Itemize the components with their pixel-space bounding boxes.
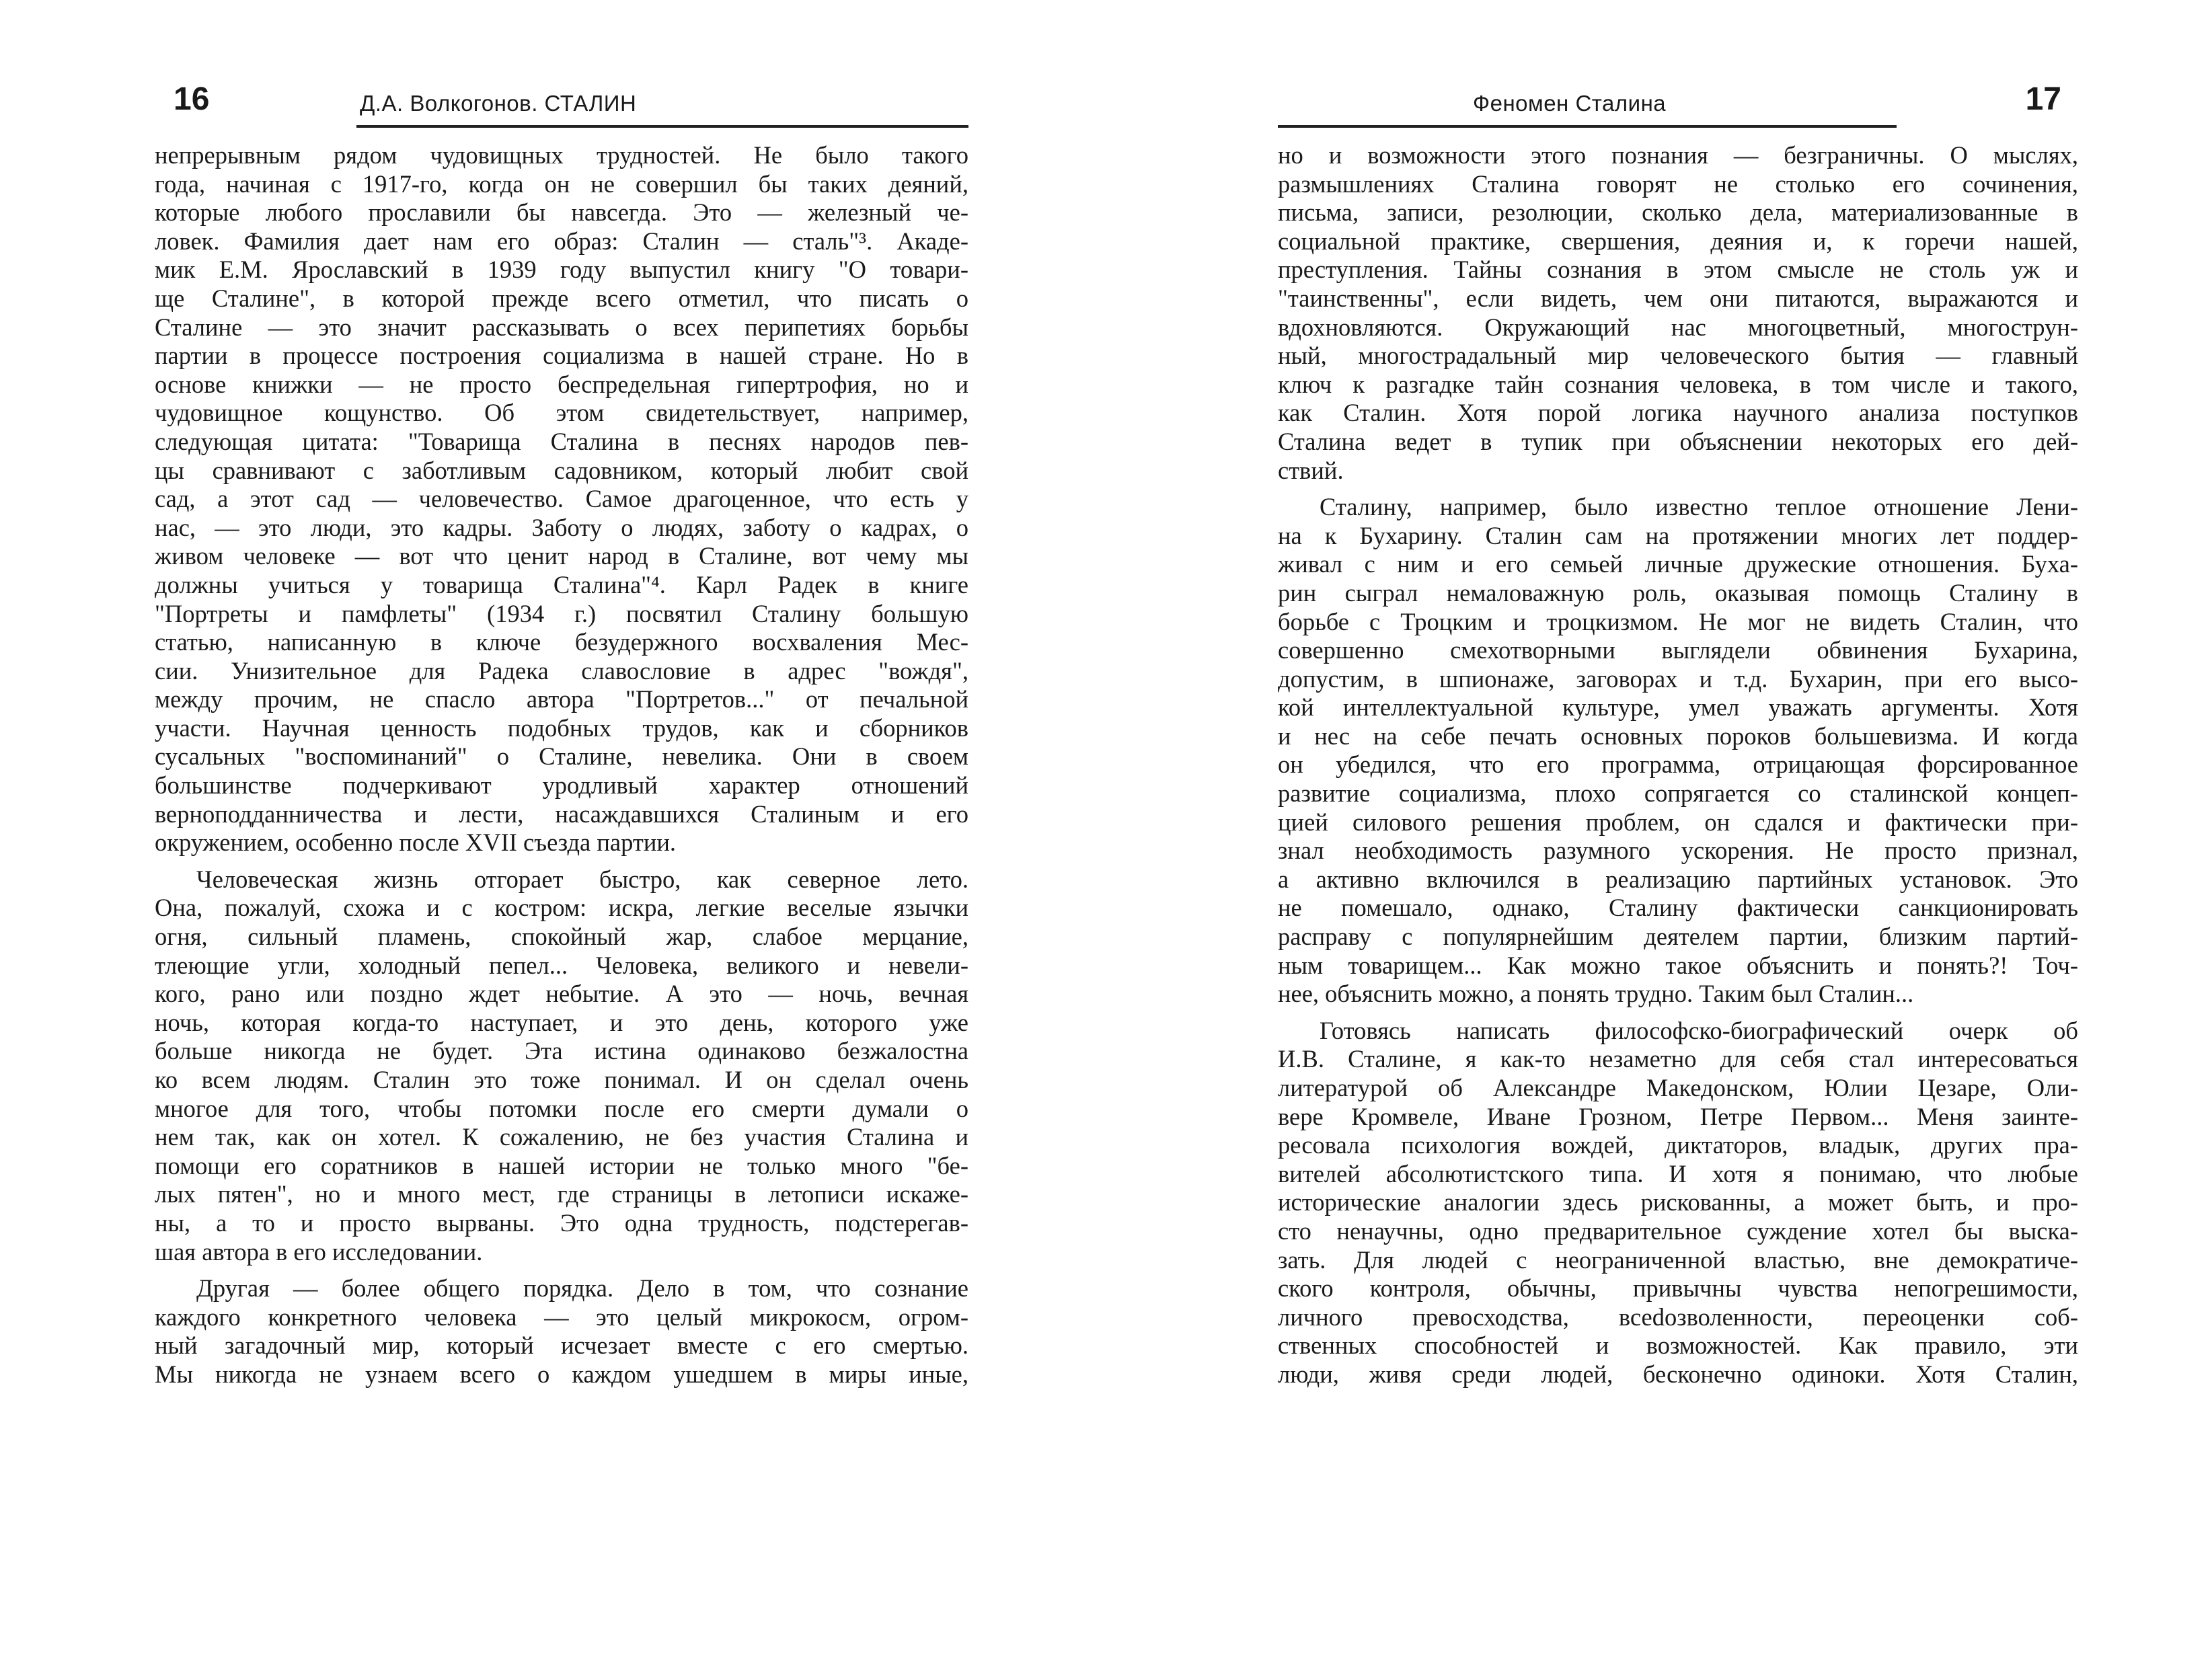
text-line: ственных способностей и возможностей. Как правило, эти: [1278, 1331, 2078, 1360]
text-line: расправу с популярнейшим деятелем партии, близким партий-: [1278, 923, 2078, 951]
left-header-rule: [356, 125, 968, 128]
text-line: сто ненаучны, одно предварительное суждение хотел бы выска-: [1278, 1216, 2078, 1245]
text-line: допустим, в шпионаже, заговорах и т.д. Бухарин, при его высо-: [1278, 664, 2078, 693]
text-line: цы сравнивают с заботливым садовником, который любит свой: [155, 456, 968, 484]
text-line: Другая — более общего порядка. Дело в том, что сознание: [196, 1274, 968, 1303]
left-running-title: Д.А. Волкогонов. СТАЛИН: [360, 91, 637, 116]
text-line: вителей абсолютистского типа. И хотя я понимаю, что любые: [1278, 1159, 2078, 1188]
text-line: Сталина ведет в тупик при объяснении некоторых его дей-: [1278, 427, 2078, 455]
text-line: ный, многострадальный мир человеческого бытия — главный: [1278, 342, 2078, 370]
text-line: литературой об Александре Македонском, Юлии Цезаре, Оли-: [1278, 1074, 2078, 1101]
text-line: нем так, как он хотел. К сожалению, не без участия Сталина и: [155, 1123, 968, 1151]
left-page-number: 16: [174, 81, 210, 117]
text-line: нее, объяснить можно, а понять трудно. Таким был Сталин...: [1278, 980, 1914, 1008]
text-line: цией силового решения проблем, он сдался и фактически при-: [1278, 808, 2078, 836]
text-line: преступления. Тайны сознания в этом смысле не столь уж и: [1278, 256, 2078, 284]
text-line: ночь, которая когда-то наступает, и это день, которого уже: [155, 1008, 968, 1036]
text-line: Сталину, например, было известно теплое отношение Лени-: [1320, 493, 2078, 521]
text-line: но и возможности этого познания — безграничны. О мыслях,: [1278, 141, 2078, 169]
text-line: ского контроля, обычны, привычны чувства непогрешимости,: [1278, 1274, 2078, 1303]
text-line: верноподданничества и лести, насаждавшихся Сталиным и его: [155, 800, 968, 828]
text-line: "Портреты и памфлеты" (1934 г.) посвятил Сталину большую: [155, 599, 968, 627]
text-line: борьбе с Троцким и троцкизмом. Не мог не видеть Сталин, что: [1278, 607, 2078, 635]
text-line: помощи его соратников в нашей истории не только много "бе-: [155, 1151, 968, 1179]
text-line: ресовала психология вождей, диктаторов, владык, других пра-: [1278, 1131, 2078, 1159]
paragraph: [155, 865, 968, 1266]
text-line: огня, сильный пламень, спокойный жар, слабое мерцание,: [155, 923, 968, 951]
right-running-head: [1278, 79, 2078, 126]
text-line: кого, рано или поздно ждет небытие. А это — ночь, вечная: [155, 980, 968, 1008]
text-line: кой интеллектуальной культуре, умел уважать аргументы. Хотя: [1278, 693, 2078, 722]
text-line: вере Кромвеле, Иване Грозном, Петре Первом... Меня заинте-: [1278, 1102, 2078, 1130]
paragraph: [155, 141, 968, 857]
text-line: статью, написанную в ключе безудержного восхваления Мес-: [155, 628, 968, 656]
text-line: следующая цитата: "Товарища Сталина в песнях народов пев-: [155, 427, 968, 455]
right-header-rule: [1278, 125, 1897, 128]
text-line: ны, а то и просто вырваны. Это одна трудность, подстерегав-: [155, 1208, 968, 1237]
right-page: [1278, 0, 2078, 1667]
text-line: ным товарищем... Как можно такое объяснить и понять?! Точ-: [1278, 951, 2078, 979]
text-line: многое для того, чтобы потомки после его смерти думали о: [155, 1094, 968, 1122]
text-line: тлеющие угли, холодный пепел... Человека, великого и невели-: [155, 951, 968, 979]
text-line: Мы никогда не узнаем всего о каждом ушедшем в миры иные,: [155, 1360, 968, 1388]
text-line: как Сталин. Хотя порой логика научного анализа поступков: [1278, 399, 2078, 427]
text-line: Она, пожалуй, схожа и с костром: искра, легкие веселые язычки: [155, 894, 968, 922]
text-line: письма, записи, резолюции, сколько дела, материализованные в: [1278, 198, 2078, 227]
paragraph: [155, 1274, 968, 1389]
right-running-title: Феномен Сталина: [1473, 91, 1667, 116]
text-line: чудовищное кощунство. Об этом свидетельствует, например,: [155, 399, 968, 427]
text-line: каждого конкретного человека — это целый микрокосм, огром-: [155, 1303, 968, 1331]
text-line: ствий.: [1278, 456, 1344, 484]
text-line: не помешало, однако, Сталину фактически санкционировать: [1278, 894, 2078, 922]
text-line: а активно включился в реализацию партийных установок. Это: [1278, 865, 2078, 893]
text-line: ко всем людям. Сталин это тоже понимал. И он сделал очень: [155, 1066, 968, 1093]
text-line: исторические аналогии здесь рискованны, а может быть, и про-: [1278, 1188, 2078, 1216]
text-line: вдохновляются. Окружающий нас многоцветный, многострун-: [1278, 313, 2078, 341]
text-line: знал необходимость разумного ускорения. Не просто признал,: [1278, 837, 2078, 865]
text-line: сии. Унизительное для Радека славословие в адрес "вождя",: [155, 656, 968, 685]
text-line: социальной практике, свершения, деяния и, к горечи нашей,: [1278, 227, 2078, 255]
text-line: рин сыграл немаловажную роль, оказывая помощь Сталину в: [1278, 578, 2078, 607]
text-line: года, начиная с 1917-го, когда он не совершил бы таких деяний,: [155, 169, 968, 198]
text-line: должны учиться у товарища Сталина"⁴. Карл Радек в книге: [155, 570, 968, 598]
text-line: больше никогда не будет. Эта истина одинаково безжалостна: [155, 1037, 968, 1065]
text-line: размышлениях Сталина говорят не столько его сочинения,: [1278, 169, 2078, 198]
text-line: между прочим, не спасло автора "Портретов..." от печальной: [155, 685, 968, 713]
text-line: ще Сталине", в которой прежде всего отметил, что писать о: [155, 284, 968, 312]
text-line: совершенно смехотворными выглядели обвинения Бухарина,: [1278, 636, 2078, 664]
text-line: лых пятен", но и много мест, где страницы в летописи искаже-: [155, 1180, 968, 1208]
text-line: зать. Для людей с неограниченной властью, вне демократиче-: [1278, 1245, 2078, 1274]
text-line: Человеческая жизнь отгорает быстро, как северное лето.: [196, 865, 968, 893]
text-line: основе книжки — не просто беспредельная гипертрофия, но и: [155, 370, 968, 398]
text-line: люди, живя среди людей, бесконечно одиноки. Хотя Сталин,: [1278, 1360, 2078, 1388]
text-line: живом человеке — вот что ценит народ в Сталине, вот чему мы: [155, 542, 968, 570]
left-page: [155, 0, 968, 1667]
text-line: ный загадочный мир, который исчезает вместе с его смертью.: [155, 1331, 968, 1360]
text-line: нас, — это люди, это кадры. Заботу о людях, заботу о кадрах, о: [155, 513, 968, 541]
text-line: И.В. Сталине, я как-то незаметно для себя стал интересоваться: [1278, 1045, 2078, 1073]
right-body-text: [1278, 141, 2078, 1397]
left-body-text: [155, 141, 968, 1397]
paragraph: [1278, 493, 2078, 1009]
text-line: на к Бухарину. Сталин сам на протяжении многих лет поддер-: [1278, 521, 2078, 549]
text-line: шая автора в его исследовании.: [155, 1237, 483, 1266]
text-line: живал с ним и его семьей личные дружеские отношения. Буха-: [1278, 550, 2078, 578]
text-line: которые любого прославили бы навсегда. Это — железный че-: [155, 198, 968, 227]
text-line: "таинственны", если видеть, чем они питаются, выражаются и: [1278, 284, 2078, 312]
text-line: сад, а этот сад — человечество. Самое драгоценное, что есть у: [155, 485, 968, 513]
paragraph: [1278, 141, 2078, 485]
text-line: он убедился, что его программа, отрицающая форсированное: [1278, 750, 2078, 779]
left-running-head: [155, 79, 968, 126]
paragraph: [1278, 1017, 2078, 1389]
text-line: партии в процессе построения социализма в нашей стране. Но в: [155, 342, 968, 370]
text-line: окружением, особенно после XVII съезда партии.: [155, 828, 677, 857]
text-line: ловек. Фамилия дает нам его образ: Сталин — сталь"³. Акаде-: [155, 227, 968, 255]
text-line: большинстве подчеркивают уродливый характер отношений: [155, 771, 968, 800]
text-line: Готовясь написать философско-биографический очерк об: [1320, 1016, 2078, 1044]
text-line: сусальных "воспоминаний" о Сталине, невелика. Они в своем: [155, 742, 968, 771]
text-line: мик Е.М. Ярославский в 1939 году выпустил книгу "О товари-: [155, 256, 968, 284]
right-page-number: 17: [2025, 81, 2061, 117]
text-line: непрерывным рядом чудовищных трудностей. Не было такого: [155, 141, 968, 169]
text-line: ключ к разгадке тайн сознания человека, в том числе и такого,: [1278, 370, 2078, 398]
text-line: личного превосходства, всеdозволенности, переоценки соб-: [1278, 1303, 2078, 1331]
text-line: участи. Научная ценность подобных трудов, как и сборников: [155, 713, 968, 742]
text-line: и нес на себе печать основных пороков большевизма. И когда: [1278, 722, 2078, 750]
text-line: развитие социализма, плохо сопрягается со сталинской концеп-: [1278, 779, 2078, 808]
text-line: Сталине — это значит рассказывать о всех перипетиях борьбы: [155, 313, 968, 341]
